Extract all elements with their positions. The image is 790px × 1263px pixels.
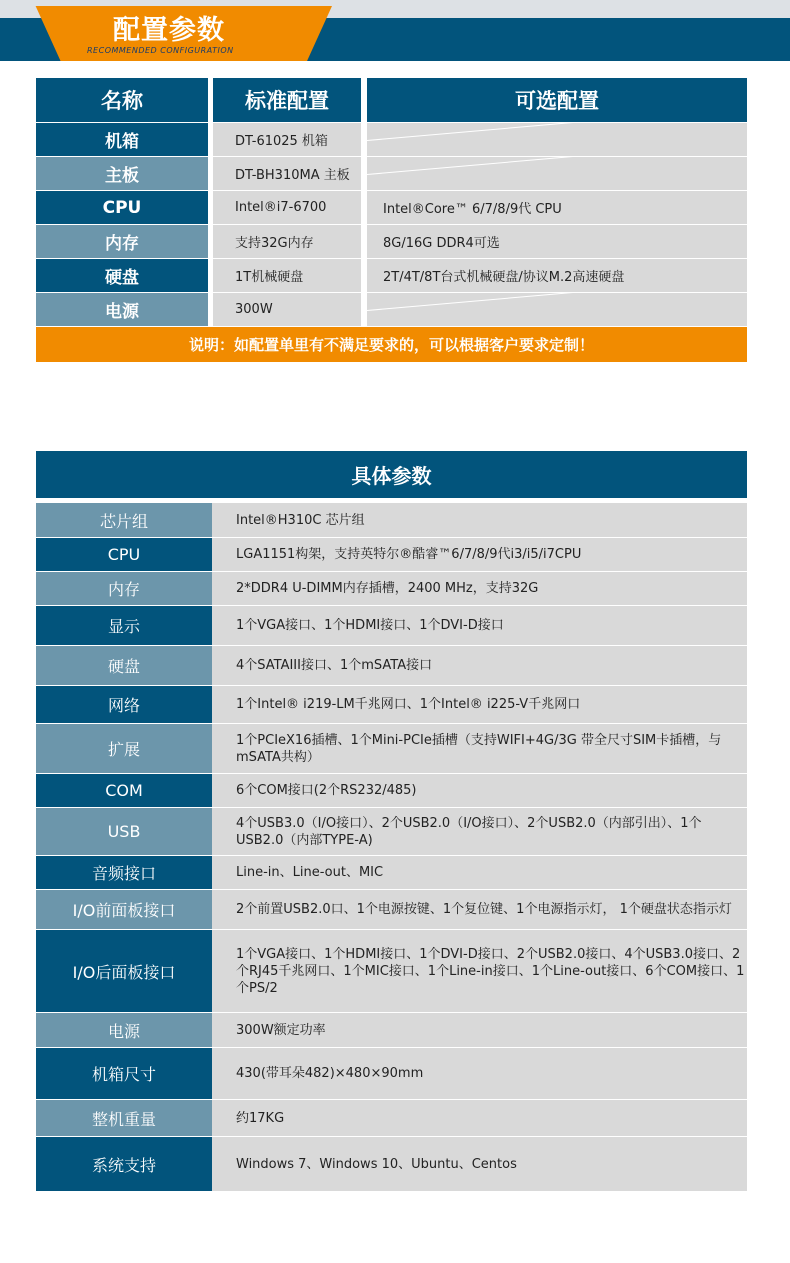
config-optional bbox=[367, 293, 747, 326]
config-name: CPU bbox=[36, 191, 208, 224]
spec-name: 网络 bbox=[36, 686, 212, 723]
spec-value: Intel®H310C 芯片组 bbox=[212, 503, 747, 537]
config-note: 说明：如配置单里有不满足要求的，可以根据客户要求定制！ bbox=[36, 327, 747, 362]
config-standard: 支持32G内存 bbox=[213, 225, 361, 258]
spec-name: 电源 bbox=[36, 1013, 212, 1047]
config-row bbox=[36, 191, 747, 224]
config-standard: DT-BH310MA 主板 bbox=[213, 157, 361, 190]
header-standard: 标准配置 bbox=[213, 78, 361, 122]
spec-value: 430(带耳朵482)×480×90mm bbox=[212, 1048, 747, 1099]
spec-value: LGA1151构架，支持英特尔®酷睿™6/7/8/9代i3/i5/i7CPU bbox=[212, 538, 747, 571]
spec-row bbox=[36, 572, 747, 606]
spec-title: 具体参数 bbox=[36, 451, 747, 498]
spec-row bbox=[36, 774, 747, 808]
config-name: 内存 bbox=[36, 225, 208, 258]
spec-name: 显示 bbox=[36, 606, 212, 645]
spec-row bbox=[36, 930, 747, 1013]
spec-value: 约17KG bbox=[212, 1100, 747, 1136]
spec-value: 1个VGA接口、1个HDMI接口、1个DVI-D接口 bbox=[212, 606, 747, 645]
spec-value: 6个COM接口(2个RS232/485) bbox=[212, 774, 747, 807]
spec-name: COM bbox=[36, 774, 212, 807]
spec-name: 机箱尺寸 bbox=[36, 1048, 212, 1099]
config-name: 硬盘 bbox=[36, 259, 208, 292]
config-optional bbox=[367, 157, 747, 190]
spec-value: 4个USB3.0（I/O接口）、2个USB2.0（I/O接口）、2个USB2.0（内部引出）、1个USB2.0（内部TYPE-A) bbox=[212, 808, 747, 855]
spec-value: 1个PCIeX16插槽、1个Mini-PCIe插槽（支持WIFI+4G/3G 带全尺寸SIM卡插槽，与mSATA共构） bbox=[212, 724, 747, 773]
spec-name: 硬盘 bbox=[36, 646, 212, 685]
config-row bbox=[36, 225, 747, 258]
config-optional: 8G/16G DDR4可选 bbox=[367, 225, 747, 258]
spec-name: USB bbox=[36, 808, 212, 855]
banner-subtitle: RECOMMENDED CONFIGURATION bbox=[87, 46, 234, 55]
config-standard: DT-61025 机箱 bbox=[213, 123, 361, 156]
spec-row bbox=[36, 606, 747, 646]
spec-row bbox=[36, 503, 747, 538]
config-name: 主板 bbox=[36, 157, 208, 190]
config-optional: Intel®Core™ 6/7/8/9代 CPU bbox=[367, 191, 747, 224]
spec-row bbox=[36, 724, 747, 774]
config-optional: 2T/4T/8T台式机械硬盘/协议M.2高速硬盘 bbox=[367, 259, 747, 292]
spec-name: 芯片组 bbox=[36, 503, 212, 537]
spec-value: Line-in、Line-out、MIC bbox=[212, 856, 747, 889]
spec-row bbox=[36, 686, 747, 724]
config-name: 机箱 bbox=[36, 123, 208, 156]
spec-name: 系统支持 bbox=[36, 1137, 212, 1191]
spec-value: 2*DDR4 U-DIMM内存插槽，2400 MHz，支持32G bbox=[212, 572, 747, 605]
spec-row bbox=[36, 538, 747, 572]
config-row bbox=[36, 157, 747, 190]
spec-name: CPU bbox=[36, 538, 212, 571]
config-standard: 1T机械硬盘 bbox=[213, 259, 361, 292]
spec-row bbox=[36, 890, 747, 930]
spec-table bbox=[36, 451, 747, 1192]
spec-row bbox=[36, 808, 747, 856]
banner-title: 配置参数 bbox=[113, 15, 225, 46]
config-standard: 300W bbox=[213, 293, 361, 326]
spec-row bbox=[36, 1048, 747, 1100]
spec-name: 扩展 bbox=[36, 724, 212, 773]
config-table bbox=[36, 78, 747, 363]
spec-name: 整机重量 bbox=[36, 1100, 212, 1136]
spec-name: I/O前面板接口 bbox=[36, 890, 212, 929]
spec-value: 4个SATAIII接口、1个mSATA接口 bbox=[212, 646, 747, 685]
spec-row bbox=[36, 1013, 747, 1048]
spec-name: I/O后面板接口 bbox=[36, 930, 212, 1012]
header-name: 名称 bbox=[36, 78, 208, 122]
config-row bbox=[36, 123, 747, 156]
config-optional bbox=[367, 123, 747, 156]
spec-row bbox=[36, 856, 747, 890]
spec-value: 300W额定功率 bbox=[212, 1013, 747, 1047]
spec-value: 2个前置USB2.0口、1个电源按键、1个复位键、1个电源指示灯， 1个硬盘状态指示灯 bbox=[212, 890, 747, 929]
spec-value: 1个Intel® i219-LM千兆网口、1个Intel® i225-V千兆网口 bbox=[212, 686, 747, 723]
spec-value: 1个VGA接口、1个HDMI接口、1个DVI-D接口、2个USB2.0接口、4个USB3.0接口、2个RJ45千兆网口、1个MIC接口、1个Line-in接口、1个Line-out接口、6个COM接口、1个PS/2 bbox=[212, 930, 747, 1012]
config-row bbox=[36, 293, 747, 326]
config-row bbox=[36, 259, 747, 292]
config-name: 电源 bbox=[36, 293, 208, 326]
config-standard: Intel®i7-6700 bbox=[213, 191, 361, 224]
spec-value: Windows 7、Windows 10、Ubuntu、Centos bbox=[212, 1137, 747, 1191]
spec-row bbox=[36, 1137, 747, 1192]
spec-row bbox=[36, 1100, 747, 1137]
spec-name: 音频接口 bbox=[36, 856, 212, 889]
spec-row bbox=[36, 646, 747, 686]
header-optional: 可选配置 bbox=[367, 78, 747, 122]
spec-name: 内存 bbox=[36, 572, 212, 605]
